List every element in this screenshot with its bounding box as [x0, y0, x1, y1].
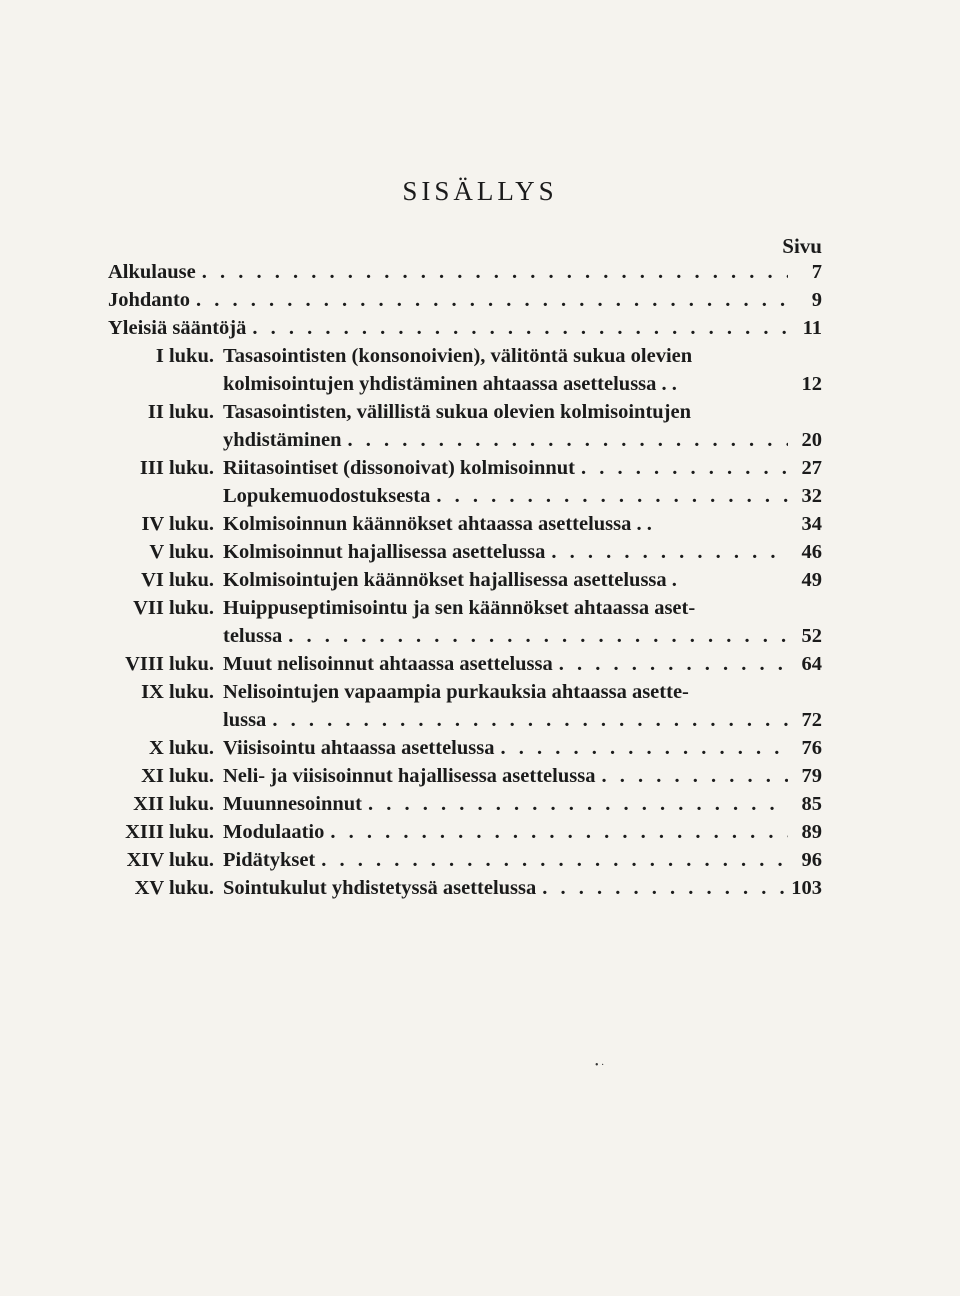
leader-dots [430, 482, 788, 510]
toc-page-number: 12 [801, 373, 822, 395]
chapter-label: I luku. [155, 345, 214, 367]
leader-dots [315, 846, 788, 874]
toc-entry-chapter-11 [108, 762, 822, 790]
toc-entry-chapter-4 [108, 510, 822, 538]
chapter-label: XV luku. [134, 877, 214, 899]
toc-entry-chapter-10 [108, 734, 822, 762]
leader-dots [266, 706, 788, 734]
toc-entry-chapter-12 [108, 790, 822, 818]
chapter-label: IV luku. [141, 513, 214, 535]
ink-specks: • · [595, 1060, 605, 1071]
toc-entry-chapter-3 [108, 454, 822, 482]
toc-entry-title: Kolmisoinnun käännökset ahtaassa asettelussa . . [223, 513, 652, 535]
leader-dots [196, 258, 788, 286]
toc-page-number: 27 [801, 457, 822, 479]
leader-dots [575, 454, 788, 482]
toc-page-number: 89 [801, 821, 822, 843]
chapter-label: XI luku. [141, 765, 214, 787]
toc-entry-title: Viisisointu ahtaassa asettelussa [223, 737, 495, 759]
leader-dots [545, 538, 788, 566]
toc-entry-title: Nelisointujen vapaampia purkauksia ahtaassa asette- [223, 681, 689, 703]
leader-dots [595, 762, 788, 790]
toc-page-number: 34 [801, 513, 822, 535]
leader-dots [494, 734, 788, 762]
toc-entry-chapter-5 [108, 538, 822, 566]
toc-page-number: 85 [801, 793, 822, 815]
toc-entry-chapter-2 [108, 398, 822, 454]
chapter-label: V luku. [149, 541, 214, 563]
chapter-label: VIII luku. [125, 653, 214, 675]
toc-entry-chapter-9 [108, 678, 822, 734]
toc-entry-title: Neli- ja viisisoinnut hajallisessa asettelussa [223, 765, 596, 787]
chapter-label: X luku. [149, 737, 214, 759]
toc-entry-lopukemuodostuksesta [108, 482, 822, 510]
toc-entry-title: Johdanto [108, 289, 191, 311]
leader-dots [282, 622, 788, 650]
leader-dots [246, 314, 788, 342]
toc-entry-title-continued: kolmisointujen yhdistäminen ahtaassa asettelussa . . [223, 373, 677, 395]
toc-page-number: 9 [811, 289, 822, 311]
chapter-label: XII luku. [133, 793, 214, 815]
toc-entry-chapter-7 [108, 594, 822, 650]
toc-page-number: 46 [801, 541, 822, 563]
toc-entry-chapter-15 [108, 874, 822, 902]
toc-entry-title: Kolmisointujen käännökset hajallisessa asettelussa . [223, 569, 677, 591]
toc-page-number: 76 [801, 737, 822, 759]
toc-page-number: 49 [801, 569, 822, 591]
toc-entry-title: Pidätykset [223, 849, 316, 871]
leader-dots [536, 874, 788, 902]
toc-page-number: 32 [801, 485, 822, 507]
toc-entry-title-continued: lussa [223, 709, 267, 731]
toc-page-number: 7 [811, 261, 822, 283]
toc-page-number: 11 [802, 317, 822, 339]
table-of-contents [108, 258, 822, 902]
toc-page-number: 52 [801, 625, 822, 647]
toc-entry-chapter-14 [108, 846, 822, 874]
chapter-label: XIII luku. [125, 821, 214, 843]
chapter-label: III luku. [139, 457, 214, 479]
toc-page-number: 20 [801, 429, 822, 451]
toc-entry-title: Muunnesoinnut [223, 793, 363, 815]
toc-entry-title: Yleisiä sääntöjä [108, 317, 247, 339]
chapter-label: IX luku. [141, 681, 214, 703]
toc-page-number: 79 [801, 765, 822, 787]
toc-entry-title: Riitasointiset (dissonoivat) kolmisoinnut [223, 457, 575, 479]
toc-entry-johdanto [108, 286, 822, 314]
toc-entry-title: Muut nelisoinnut ahtaassa asettelussa [223, 653, 553, 675]
toc-page-number: 103 [791, 877, 822, 899]
toc-entry-title-continued: yhdistäminen [223, 429, 342, 451]
chapter-label: VII luku. [133, 597, 214, 619]
leader-dots [341, 426, 788, 454]
chapter-label: XIV luku. [126, 849, 214, 871]
chapter-label: VI luku. [141, 569, 214, 591]
toc-entry-title: Alkulause [108, 261, 196, 283]
toc-entry-chapter-1 [108, 342, 822, 398]
toc-entry-chapter-13 [108, 818, 822, 846]
toc-entry-chapter-6 [108, 566, 822, 594]
toc-entry-title: Huippuseptimisointu ja sen käännökset ahtaassa aset- [223, 597, 696, 619]
leader-dots [362, 790, 788, 818]
toc-entry-yleisia-saantoja [108, 314, 822, 342]
toc-page-number: 72 [801, 709, 822, 731]
toc-entry-alkulause [108, 258, 822, 286]
toc-entry-title: Lopukemuodostuksesta [223, 485, 431, 507]
leader-dots [553, 650, 788, 678]
page-column-header: Sivu [782, 234, 822, 258]
toc-entry-title: Tasasointisten (konsonoivien), välitöntä sukua olevien [223, 345, 693, 367]
toc-entry-title: Tasasointisten, välillistä sukua olevien kolmisointujen [223, 401, 691, 423]
leader-dots [324, 818, 788, 846]
toc-page-number: 96 [801, 849, 822, 871]
toc-entry-chapter-8 [108, 650, 822, 678]
leader-dots [190, 286, 788, 314]
toc-page-number: 64 [801, 653, 822, 675]
toc-entry-title: Sointukulut yhdistetyssä asettelussa [223, 877, 537, 899]
page-title: SISÄLLYS [402, 176, 558, 206]
chapter-label: II luku. [147, 401, 214, 423]
toc-entry-title: Modulaatio [223, 821, 325, 843]
toc-entry-title: Kolmisoinnut hajallisessa asettelussa [223, 541, 546, 563]
toc-entry-title-continued: telussa [223, 625, 283, 647]
